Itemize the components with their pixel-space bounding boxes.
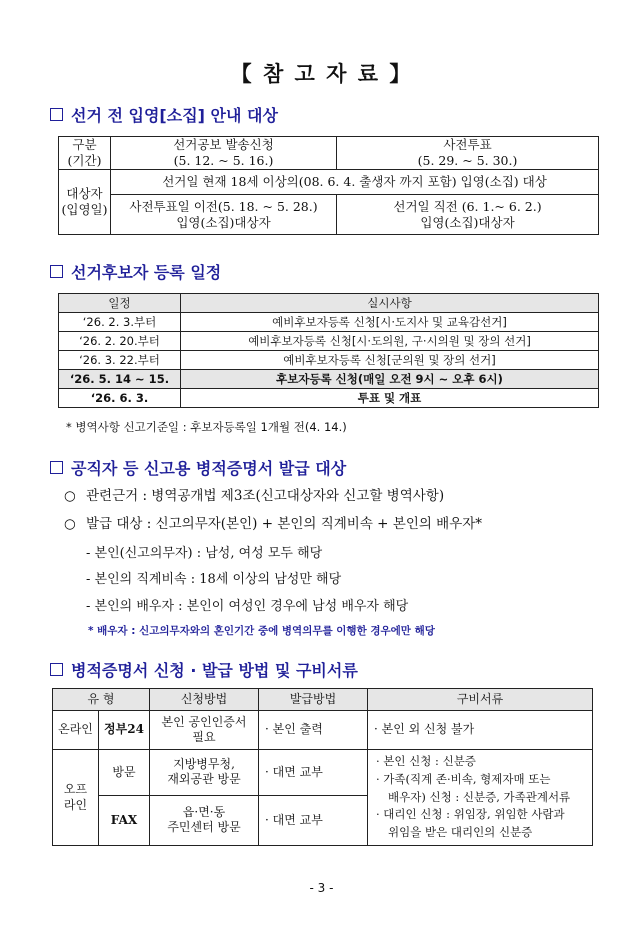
header-cell-early-vote: 사전투표 (5. 29. ~ 5. 30.) [337,137,599,170]
row-label-target: 대상자 (입영일) [59,170,111,235]
table-header-row [59,137,599,170]
section-heading-enlistment [50,103,278,126]
checkbox-square-icon [50,265,63,278]
subtype-visit: 방문 [99,750,150,796]
type-online: 온라인 [53,711,99,750]
schedule-item: 예비후보자등록 신청[시·도의원, 구·시의원 및 장의 선거] [181,332,599,351]
target-before-early-vote: 사전투표일 이전(5. 18. ~ 5. 28.) 입영(소집)대상자 [111,195,337,235]
circle-bullet-icon: ○ [64,488,76,504]
section-heading-text: 선거후보자 등록 일정 [71,263,222,282]
subtype-gov24: 정부24 [99,711,150,750]
header-cell-category: 구분 (기간) [59,137,111,170]
schedule-date: ‘26. 2. 3.부터 [59,313,181,332]
header-cell-date: 일정 [59,294,181,313]
military-report-note: * 병역사항 신고기준일 : 후보자등록일 1개월 전(4. 14.) [66,420,347,434]
header-cell-issue: 발급방법 [259,689,368,711]
header-cell-type: 유 형 [53,689,150,711]
table-row [59,351,599,370]
visit-issue: · 대면 교부 [259,750,368,796]
online-docs: · 본인 외 신청 불가 [368,711,593,750]
sub-item-descendants: - 본인의 직계비속 : 18세 이상의 남성만 해당 [86,572,342,587]
target-before-election: 선거일 직전 (6. 1.~ 6. 2.) 입영(소집)대상자 [337,195,599,235]
schedule-item: 투표 및 개표 [181,389,599,408]
bullet-legal-basis: ○ 관련근거 : 병역공개법 제3조(신고대상자와 신고할 병역사항) [64,488,445,504]
schedule-date: ‘26. 6. 3. [59,389,181,408]
section-heading-text: 선거 전 입영[소집] 안내 대상 [71,106,278,125]
table-row [59,332,599,351]
bullet-issue-target: ○ 발급 대상 : 신고의무자(본인) + 본인의 직계비속 + 본인의 배우자* [64,516,483,532]
section-heading-text: 병적증명서 신청 · 발급 방법 및 구비서류 [71,661,358,680]
schedule-item: 예비후보자등록 신청[시·도지사 및 교육감선거] [181,313,599,332]
visit-method: 지방병무청, 재외공관 방문 [150,750,259,796]
table-row-online [53,711,593,750]
fax-method: 읍·면·동 주민센터 방문 [150,795,259,846]
candidate-schedule-table [58,293,599,408]
header-cell-item: 실시사항 [181,294,599,313]
section-heading-candidate-schedule [50,260,221,283]
page-number: - 3 - [309,881,334,895]
schedule-date: ‘26. 5. 14 ~ 15. [59,370,181,389]
schedule-item: 예비후보자등록 신청[군의원 및 장의 선거] [181,351,599,370]
enlistment-table [58,136,599,235]
circle-bullet-icon: ○ [64,516,76,532]
subtype-fax: FAX [99,795,150,846]
online-issue: · 본인 출력 [259,711,368,750]
header-cell-method: 신청방법 [150,689,259,711]
application-method-table [52,688,593,846]
target-age-cell: 선거일 현재 18세 이상의(08. 6. 4. 출생자 까지 포함) 입영(소집) 대상 [111,170,599,195]
online-method: 본인 공인인증서 필요 [150,711,259,750]
page-title: 【 참 고 자 료 】 [230,62,413,86]
table-row-visit [53,750,593,796]
schedule-date: ‘26. 3. 22.부터 [59,351,181,370]
table-row [59,195,599,235]
header-cell-documents: 구비서류 [368,689,593,711]
fax-issue: · 대면 교부 [259,795,368,846]
table-row [59,389,599,408]
table-row-highlighted [59,370,599,389]
spouse-note: * 배우자 : 신고의무자와의 혼인기간 중에 병역의무를 이행한 경우에만 해당 [88,625,435,637]
table-row [59,313,599,332]
header-cell-bulletin: 선거공보 발송신청 (5. 12. ~ 5. 16.) [111,137,337,170]
table-header-row [53,689,593,711]
section-heading-application-method [50,658,358,681]
checkbox-square-icon [50,663,63,676]
table-header-row [59,294,599,313]
schedule-item: 후보자등록 신청(매일 오전 9시 ~ 오후 6시) [181,370,599,389]
section-heading-text: 공직자 등 신고용 병적증명서 발급 대상 [71,459,347,478]
schedule-date: ‘26. 2. 20.부터 [59,332,181,351]
type-offline: 오프 라인 [53,750,99,846]
section-heading-certificate-target [50,456,346,479]
checkbox-square-icon [50,461,63,474]
checkbox-square-icon [50,108,63,121]
offline-docs: · 본인 신청 : 신분증 · 가족(직계 존·비속, 형제자매 또는 배우자) 신청 : 신분증, 가족관계서류 · 대리인 신청 : 위임장, 위임한 사람과 위임을 받은 대리인의 신분증 [368,750,593,846]
sub-item-spouse: - 본인의 배우자 : 본인이 여성인 경우에 남성 배우자 해당 [86,599,409,614]
table-row [59,170,599,195]
sub-item-self: - 본인(신고의무자) : 남성, 여성 모두 해당 [86,546,323,561]
